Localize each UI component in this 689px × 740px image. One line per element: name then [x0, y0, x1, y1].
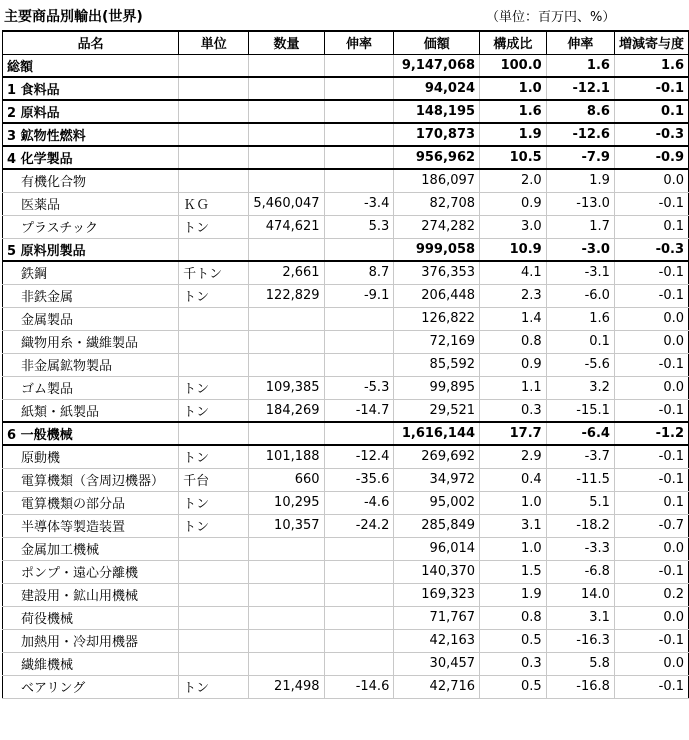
- group-row: [3, 422, 689, 445]
- table-row: [3, 468, 689, 491]
- table-row: [3, 192, 689, 215]
- cell-growth[interactable]: -3.3: [546, 537, 614, 560]
- table-row: [3, 652, 689, 675]
- cell-name[interactable]: 電算機類（含周辺機器）: [3, 468, 179, 491]
- cell-growth[interactable]: -3.1: [546, 261, 614, 284]
- cell-growth[interactable]: -12.1: [546, 77, 614, 100]
- cell-unit[interactable]: [179, 307, 249, 330]
- cell-growth[interactable]: 1.9: [546, 169, 614, 192]
- cell-name[interactable]: ゴム製品: [3, 376, 179, 399]
- cell-value[interactable]: 169,323: [394, 583, 480, 606]
- group-row: [3, 146, 689, 169]
- cell-growth[interactable]: -16.8: [546, 675, 614, 698]
- cell-value[interactable]: 34,972: [394, 468, 480, 491]
- cell-name[interactable]: 医薬品: [3, 192, 179, 215]
- cell-value[interactable]: 94,024: [394, 77, 480, 100]
- cell-qgrowth[interactable]: -12.4: [324, 445, 394, 468]
- cell-value[interactable]: 186,097: [394, 169, 480, 192]
- cell-contrib[interactable]: -0.1: [614, 399, 688, 422]
- table-row: [3, 399, 689, 422]
- cell-name[interactable]: 非金属鉱物製品: [3, 353, 179, 376]
- group-row: [3, 238, 689, 261]
- cell-growth[interactable]: 5.8: [546, 652, 614, 675]
- cell-growth[interactable]: -6.4: [546, 422, 614, 445]
- cell-name[interactable]: 荷役機械: [3, 606, 179, 629]
- cell-contrib[interactable]: -0.3: [614, 238, 688, 261]
- cell-qgrowth[interactable]: [324, 583, 394, 606]
- cell-qgrowth[interactable]: -24.2: [324, 514, 394, 537]
- group-row: [3, 123, 689, 146]
- cell-qty[interactable]: [249, 606, 324, 629]
- cell-qty[interactable]: 122,829: [249, 284, 324, 307]
- cell-value[interactable]: 82,708: [394, 192, 480, 215]
- cell-name[interactable]: 6 一般機械: [3, 422, 179, 445]
- cell-value[interactable]: 29,521: [394, 399, 480, 422]
- cell-share[interactable]: 0.5: [480, 629, 547, 652]
- cell-share[interactable]: 0.5: [480, 675, 547, 698]
- cell-growth[interactable]: -12.6: [546, 123, 614, 146]
- cell-value[interactable]: 9,147,068: [394, 54, 480, 77]
- cell-qgrowth[interactable]: [324, 307, 394, 330]
- cell-contrib[interactable]: -1.2: [614, 422, 688, 445]
- cell-contrib[interactable]: -0.1: [614, 445, 688, 468]
- cell-unit[interactable]: [179, 238, 249, 261]
- cell-share[interactable]: 1.9: [480, 123, 547, 146]
- export-table: [2, 30, 689, 699]
- header-cell[interactable]: 伸率: [546, 31, 614, 54]
- cell-share[interactable]: 10.9: [480, 238, 547, 261]
- table-row: [3, 583, 689, 606]
- cell-name[interactable]: 金属製品: [3, 307, 179, 330]
- cell-contrib[interactable]: 0.0: [614, 652, 688, 675]
- cell-unit[interactable]: トン: [179, 514, 249, 537]
- cell-value[interactable]: 99,895: [394, 376, 480, 399]
- cell-name[interactable]: 建設用・鉱山用機械: [3, 583, 179, 606]
- cell-qty[interactable]: 5,460,047: [249, 192, 324, 215]
- cell-qgrowth[interactable]: [324, 606, 394, 629]
- cell-value[interactable]: 376,353: [394, 261, 480, 284]
- cell-unit[interactable]: [179, 560, 249, 583]
- cell-contrib[interactable]: 0.0: [614, 606, 688, 629]
- cell-share[interactable]: 0.8: [480, 330, 547, 353]
- cell-qgrowth[interactable]: [324, 537, 394, 560]
- cell-share[interactable]: 1.1: [480, 376, 547, 399]
- cell-growth[interactable]: -3.7: [546, 445, 614, 468]
- cell-qgrowth[interactable]: 8.7: [324, 261, 394, 284]
- cell-unit[interactable]: トン: [179, 675, 249, 698]
- cell-value[interactable]: 71,767: [394, 606, 480, 629]
- table-row: [3, 307, 689, 330]
- cell-qty[interactable]: 184,269: [249, 399, 324, 422]
- cell-contrib[interactable]: -0.7: [614, 514, 688, 537]
- cell-growth[interactable]: -6.0: [546, 284, 614, 307]
- cell-name[interactable]: 電算機類の部分品: [3, 491, 179, 514]
- cell-share[interactable]: 100.0: [480, 54, 547, 77]
- cell-share[interactable]: 0.3: [480, 652, 547, 675]
- cell-qgrowth[interactable]: -5.3: [324, 376, 394, 399]
- sheet-title: 主要商品別輸出(世界): [4, 9, 143, 25]
- cell-qty[interactable]: [249, 560, 324, 583]
- cell-share[interactable]: 1.0: [480, 77, 547, 100]
- cell-qty[interactable]: 21,498: [249, 675, 324, 698]
- cell-qty[interactable]: [249, 100, 324, 123]
- cell-qgrowth[interactable]: [324, 238, 394, 261]
- cell-value[interactable]: 956,962: [394, 146, 480, 169]
- header-cell[interactable]: 構成比: [480, 31, 547, 54]
- cell-share[interactable]: 3.0: [480, 215, 547, 238]
- cell-value[interactable]: 274,282: [394, 215, 480, 238]
- cell-unit[interactable]: [179, 169, 249, 192]
- cell-contrib[interactable]: 0.0: [614, 169, 688, 192]
- cell-name[interactable]: 金属加工機械: [3, 537, 179, 560]
- header-cell[interactable]: 数量: [249, 31, 324, 54]
- cell-qgrowth[interactable]: 5.3: [324, 215, 394, 238]
- cell-unit[interactable]: [179, 54, 249, 77]
- cell-value[interactable]: 206,448: [394, 284, 480, 307]
- cell-share[interactable]: 17.7: [480, 422, 547, 445]
- cell-name[interactable]: 総額: [3, 54, 179, 77]
- cell-qgrowth[interactable]: [324, 54, 394, 77]
- cell-growth[interactable]: -18.2: [546, 514, 614, 537]
- cell-unit[interactable]: [179, 123, 249, 146]
- cell-growth[interactable]: -16.3: [546, 629, 614, 652]
- cell-contrib[interactable]: -0.1: [614, 77, 688, 100]
- table-row: [3, 215, 689, 238]
- cell-unit[interactable]: [179, 100, 249, 123]
- cell-contrib[interactable]: -0.1: [614, 192, 688, 215]
- cell-name[interactable]: 原動機: [3, 445, 179, 468]
- cell-share[interactable]: 1.4: [480, 307, 547, 330]
- cell-value[interactable]: 72,169: [394, 330, 480, 353]
- cell-value[interactable]: 30,457: [394, 652, 480, 675]
- cell-unit[interactable]: [179, 353, 249, 376]
- group-row: [3, 77, 689, 100]
- cell-qty[interactable]: [249, 307, 324, 330]
- cell-share[interactable]: 0.8: [480, 606, 547, 629]
- cell-qty[interactable]: [249, 77, 324, 100]
- cell-name[interactable]: ベアリング: [3, 675, 179, 698]
- table-row: [3, 261, 689, 284]
- cell-growth[interactable]: 14.0: [546, 583, 614, 606]
- cell-qgrowth[interactable]: -14.7: [324, 399, 394, 422]
- cell-value[interactable]: 95,002: [394, 491, 480, 514]
- table-row: [3, 629, 689, 652]
- cell-contrib[interactable]: -0.9: [614, 146, 688, 169]
- table-row: [3, 491, 689, 514]
- cell-qty[interactable]: [249, 583, 324, 606]
- cell-name[interactable]: 紙類・紙製品: [3, 399, 179, 422]
- cell-unit[interactable]: [179, 652, 249, 675]
- table-row: [3, 284, 689, 307]
- cell-qty[interactable]: 10,295: [249, 491, 324, 514]
- cell-unit[interactable]: トン: [179, 215, 249, 238]
- cell-growth[interactable]: 0.1: [546, 330, 614, 353]
- cell-share[interactable]: 2.0: [480, 169, 547, 192]
- cell-qgrowth[interactable]: [324, 77, 394, 100]
- cell-share[interactable]: 2.9: [480, 445, 547, 468]
- cell-qty[interactable]: 2,661: [249, 261, 324, 284]
- cell-name[interactable]: 2 原料品: [3, 100, 179, 123]
- cell-unit[interactable]: ＫＧ: [179, 192, 249, 215]
- cell-qgrowth[interactable]: -35.6: [324, 468, 394, 491]
- cell-unit[interactable]: [179, 629, 249, 652]
- cell-contrib[interactable]: 0.1: [614, 491, 688, 514]
- cell-share[interactable]: 0.3: [480, 399, 547, 422]
- cell-share[interactable]: 0.9: [480, 192, 547, 215]
- cell-share[interactable]: 0.4: [480, 468, 547, 491]
- cell-qgrowth[interactable]: -9.1: [324, 284, 394, 307]
- cell-contrib[interactable]: 0.0: [614, 330, 688, 353]
- cell-unit[interactable]: [179, 606, 249, 629]
- cell-unit[interactable]: トン: [179, 376, 249, 399]
- cell-growth[interactable]: 1.6: [546, 307, 614, 330]
- cell-unit[interactable]: トン: [179, 284, 249, 307]
- cell-qty[interactable]: [249, 537, 324, 560]
- cell-name[interactable]: ポンプ・遠心分離機: [3, 560, 179, 583]
- cell-growth[interactable]: 1.7: [546, 215, 614, 238]
- cell-value[interactable]: 85,592: [394, 353, 480, 376]
- group-row: [3, 100, 689, 123]
- cell-contrib[interactable]: 0.1: [614, 215, 688, 238]
- cell-name[interactable]: 繊維機械: [3, 652, 179, 675]
- header-cell[interactable]: 増減寄与度: [614, 31, 688, 54]
- cell-unit[interactable]: [179, 146, 249, 169]
- cell-qgrowth[interactable]: [324, 330, 394, 353]
- cell-name[interactable]: 非鉄金属: [3, 284, 179, 307]
- cell-qty[interactable]: [249, 123, 324, 146]
- cell-growth[interactable]: -5.6: [546, 353, 614, 376]
- cell-growth[interactable]: 3.1: [546, 606, 614, 629]
- group-row: [3, 54, 689, 77]
- header-cell[interactable]: 単位: [179, 31, 249, 54]
- cell-qty[interactable]: [249, 629, 324, 652]
- table-row: [3, 376, 689, 399]
- cell-share[interactable]: 10.5: [480, 146, 547, 169]
- header-cell[interactable]: 伸率: [324, 31, 394, 54]
- cell-qgrowth[interactable]: -14.6: [324, 675, 394, 698]
- table-row: [3, 169, 689, 192]
- cell-contrib[interactable]: 0.0: [614, 307, 688, 330]
- cell-value[interactable]: 269,692: [394, 445, 480, 468]
- table-row: [3, 514, 689, 537]
- cell-qty[interactable]: 474,621: [249, 215, 324, 238]
- cell-qgrowth[interactable]: [324, 169, 394, 192]
- header-row: [3, 31, 689, 54]
- cell-qty[interactable]: [249, 422, 324, 445]
- cell-growth[interactable]: 5.1: [546, 491, 614, 514]
- cell-name[interactable]: 5 原料別製品: [3, 238, 179, 261]
- cell-contrib[interactable]: 0.2: [614, 583, 688, 606]
- table-row: [3, 675, 689, 698]
- cell-qgrowth[interactable]: [324, 146, 394, 169]
- cell-qty[interactable]: 10,357: [249, 514, 324, 537]
- cell-growth[interactable]: -15.1: [546, 399, 614, 422]
- cell-contrib[interactable]: -0.1: [614, 560, 688, 583]
- cell-qgrowth[interactable]: [324, 353, 394, 376]
- cell-contrib[interactable]: 1.6: [614, 54, 688, 77]
- cell-qgrowth[interactable]: [324, 123, 394, 146]
- cell-growth[interactable]: -3.0: [546, 238, 614, 261]
- cell-growth[interactable]: -7.9: [546, 146, 614, 169]
- cell-unit[interactable]: [179, 330, 249, 353]
- cell-unit[interactable]: 千トン: [179, 261, 249, 284]
- cell-unit[interactable]: [179, 77, 249, 100]
- cell-share[interactable]: 1.6: [480, 100, 547, 123]
- cell-growth[interactable]: 3.2: [546, 376, 614, 399]
- cell-growth[interactable]: 1.6: [546, 54, 614, 77]
- table-row: [3, 445, 689, 468]
- cell-qgrowth[interactable]: [324, 100, 394, 123]
- cell-share[interactable]: 1.5: [480, 560, 547, 583]
- cell-name[interactable]: 織物用糸・繊維製品: [3, 330, 179, 353]
- cell-qty[interactable]: [249, 54, 324, 77]
- cell-name[interactable]: 4 化学製品: [3, 146, 179, 169]
- header-cell[interactable]: 品名: [3, 31, 179, 54]
- cell-contrib[interactable]: -0.1: [614, 675, 688, 698]
- cell-contrib[interactable]: -0.1: [614, 629, 688, 652]
- cell-share[interactable]: 4.1: [480, 261, 547, 284]
- cell-share[interactable]: 1.0: [480, 537, 547, 560]
- cell-contrib[interactable]: -0.1: [614, 284, 688, 307]
- cell-qty[interactable]: 101,188: [249, 445, 324, 468]
- cell-contrib[interactable]: -0.3: [614, 123, 688, 146]
- cell-qty[interactable]: [249, 330, 324, 353]
- header-cell[interactable]: 価額: [394, 31, 480, 54]
- cell-contrib[interactable]: -0.1: [614, 353, 688, 376]
- cell-contrib[interactable]: 0.1: [614, 100, 688, 123]
- cell-share[interactable]: 3.1: [480, 514, 547, 537]
- cell-qty[interactable]: 109,385: [249, 376, 324, 399]
- cell-name[interactable]: 1 食料品: [3, 77, 179, 100]
- cell-growth[interactable]: 8.6: [546, 100, 614, 123]
- cell-contrib[interactable]: -0.1: [614, 261, 688, 284]
- cell-qgrowth[interactable]: [324, 652, 394, 675]
- unit-note: （単位：百万円、%）: [486, 10, 616, 25]
- cell-unit[interactable]: 千台: [179, 468, 249, 491]
- cell-value[interactable]: 126,822: [394, 307, 480, 330]
- cell-unit[interactable]: [179, 422, 249, 445]
- cell-unit[interactable]: [179, 537, 249, 560]
- cell-qty[interactable]: [249, 238, 324, 261]
- cell-name[interactable]: 鉄鋼: [3, 261, 179, 284]
- cell-name[interactable]: 3 鉱物性燃料: [3, 123, 179, 146]
- table-row: [3, 537, 689, 560]
- cell-qgrowth[interactable]: [324, 422, 394, 445]
- cell-growth[interactable]: -6.8: [546, 560, 614, 583]
- cell-qty[interactable]: 660: [249, 468, 324, 491]
- cell-growth[interactable]: -13.0: [546, 192, 614, 215]
- cell-share[interactable]: 2.3: [480, 284, 547, 307]
- cell-unit[interactable]: [179, 583, 249, 606]
- cell-name[interactable]: 有機化合物: [3, 169, 179, 192]
- cell-name[interactable]: 半導体等製造装置: [3, 514, 179, 537]
- cell-value[interactable]: 148,195: [394, 100, 480, 123]
- cell-qgrowth[interactable]: [324, 629, 394, 652]
- cell-qgrowth[interactable]: [324, 560, 394, 583]
- cell-contrib[interactable]: 0.0: [614, 537, 688, 560]
- cell-contrib[interactable]: -0.1: [614, 468, 688, 491]
- table-row: [3, 606, 689, 629]
- table-row: [3, 560, 689, 583]
- cell-value[interactable]: 96,014: [394, 537, 480, 560]
- cell-qty[interactable]: [249, 146, 324, 169]
- cell-share[interactable]: 0.9: [480, 353, 547, 376]
- cell-value[interactable]: 42,716: [394, 675, 480, 698]
- cell-value[interactable]: 1,616,144: [394, 422, 480, 445]
- cell-qty[interactable]: [249, 353, 324, 376]
- cell-value[interactable]: 170,873: [394, 123, 480, 146]
- cell-contrib[interactable]: 0.0: [614, 376, 688, 399]
- cell-unit[interactable]: トン: [179, 491, 249, 514]
- cell-growth[interactable]: -11.5: [546, 468, 614, 491]
- cell-share[interactable]: 1.9: [480, 583, 547, 606]
- cell-value[interactable]: 140,370: [394, 560, 480, 583]
- cell-share[interactable]: 1.0: [480, 491, 547, 514]
- table-row: [3, 353, 689, 376]
- cell-qgrowth[interactable]: -4.6: [324, 491, 394, 514]
- cell-qty[interactable]: [249, 652, 324, 675]
- cell-unit[interactable]: トン: [179, 399, 249, 422]
- cell-qgrowth[interactable]: -3.4: [324, 192, 394, 215]
- cell-value[interactable]: 999,058: [394, 238, 480, 261]
- table-row: [3, 330, 689, 353]
- cell-value[interactable]: 42,163: [394, 629, 480, 652]
- cell-name[interactable]: プラスチック: [3, 215, 179, 238]
- cell-value[interactable]: 285,849: [394, 514, 480, 537]
- cell-unit[interactable]: トン: [179, 445, 249, 468]
- cell-qty[interactable]: [249, 169, 324, 192]
- cell-name[interactable]: 加熱用・冷却用機器: [3, 629, 179, 652]
